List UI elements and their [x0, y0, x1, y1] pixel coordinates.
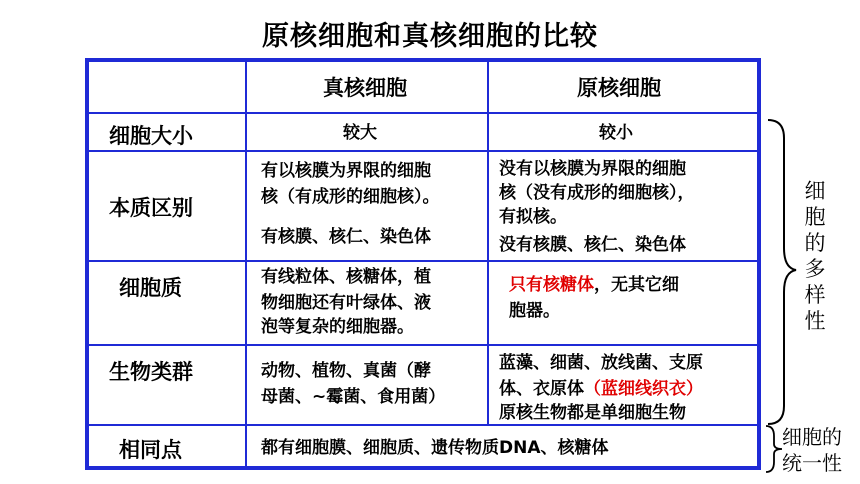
header-eukaryote: [245, 60, 489, 114]
cell-text: 有拟核。: [499, 207, 567, 227]
row-label: 生物类群: [109, 360, 193, 384]
cell-text: 原核生物都是单细胞生物: [499, 403, 686, 423]
header-eukaryote-label: 真核细胞: [323, 76, 407, 100]
char: 胞: [804, 205, 826, 229]
row-size-pro: [487, 112, 759, 152]
cell-text: 较小: [599, 123, 633, 143]
cell-text: 较大: [343, 123, 377, 143]
row-essence-label-cell: [87, 150, 247, 262]
row-cytoplasm-label-cell: [87, 260, 247, 346]
row-label: 相同点: [119, 438, 182, 462]
row-cytoplasm-pro: [487, 260, 759, 346]
cell-text: [509, 272, 679, 298]
row-label: 细胞质: [119, 276, 182, 300]
char: 多: [804, 257, 826, 281]
row-essence-pro: [487, 150, 759, 262]
cell-text: 有线粒体、核糖体，植: [261, 267, 431, 287]
cell-text: 胞器。: [509, 301, 560, 321]
header-prokaryote-label: 原核细胞: [577, 76, 661, 100]
row-groups-pro: [487, 344, 759, 426]
row-groups-label-cell: [87, 344, 247, 426]
page-title: 原核细胞和真核细胞的比较: [262, 21, 598, 52]
cell-text-rest: ，无其它细: [594, 275, 679, 295]
row-size-eu: [245, 112, 489, 152]
row-essence-eu: [245, 150, 489, 262]
cell-text: 母菌、~霉菌、食用菌）: [261, 387, 446, 407]
highlight-text: （蓝细线织衣）: [584, 379, 703, 399]
cell-text: 物细胞还有叶绿体、液: [261, 293, 431, 313]
row-size-label-cell: [87, 112, 247, 152]
cell-text: 蓝藻、细菌、放线菌、支原: [499, 353, 703, 373]
cell-text: 都有细胞膜、细胞质、遗传物质DNA、核糖体: [261, 438, 609, 458]
cell-text: 泡等复杂的细胞器。: [261, 317, 414, 337]
cell-text: 动物、植物、真菌（酵: [261, 361, 431, 381]
row-common-label-cell: [87, 424, 247, 468]
cell-text: 没有以核膜为界限的细胞: [499, 159, 686, 179]
char: 的: [804, 231, 826, 255]
unity-brace-icon: [764, 424, 784, 474]
header-prokaryote: [487, 60, 759, 114]
cell-text: 核（有成形的细胞核）。: [261, 187, 440, 207]
cell-text-part: 体、衣原体: [499, 379, 584, 399]
cell-text: 有以核膜为界限的细胞: [261, 161, 431, 181]
cell-text: 有核膜、核仁、染色体: [261, 227, 431, 247]
unity-line: 细胞的: [782, 425, 842, 449]
highlight-text: 只有核糖体: [509, 275, 594, 295]
diversity-brace-icon: [764, 118, 798, 428]
char: 细: [804, 179, 826, 203]
row-common-value: [245, 424, 759, 468]
header-corner: [87, 60, 247, 114]
comparison-table: [85, 58, 761, 470]
unity-line: 统一性: [782, 451, 842, 475]
row-label: 本质区别: [109, 196, 193, 220]
row-groups-eu: [245, 344, 489, 426]
row-cytoplasm-eu: [245, 260, 489, 346]
cell-text: 没有核膜、核仁、染色体: [499, 235, 686, 255]
char: 性: [804, 309, 826, 333]
diversity-label: [802, 178, 828, 334]
row-label: 细胞大小: [109, 124, 193, 148]
cell-text: 核（没有成形的细胞核），: [499, 183, 695, 203]
cell-text: [499, 376, 703, 402]
char: 样: [804, 283, 826, 307]
unity-label: [782, 424, 842, 476]
